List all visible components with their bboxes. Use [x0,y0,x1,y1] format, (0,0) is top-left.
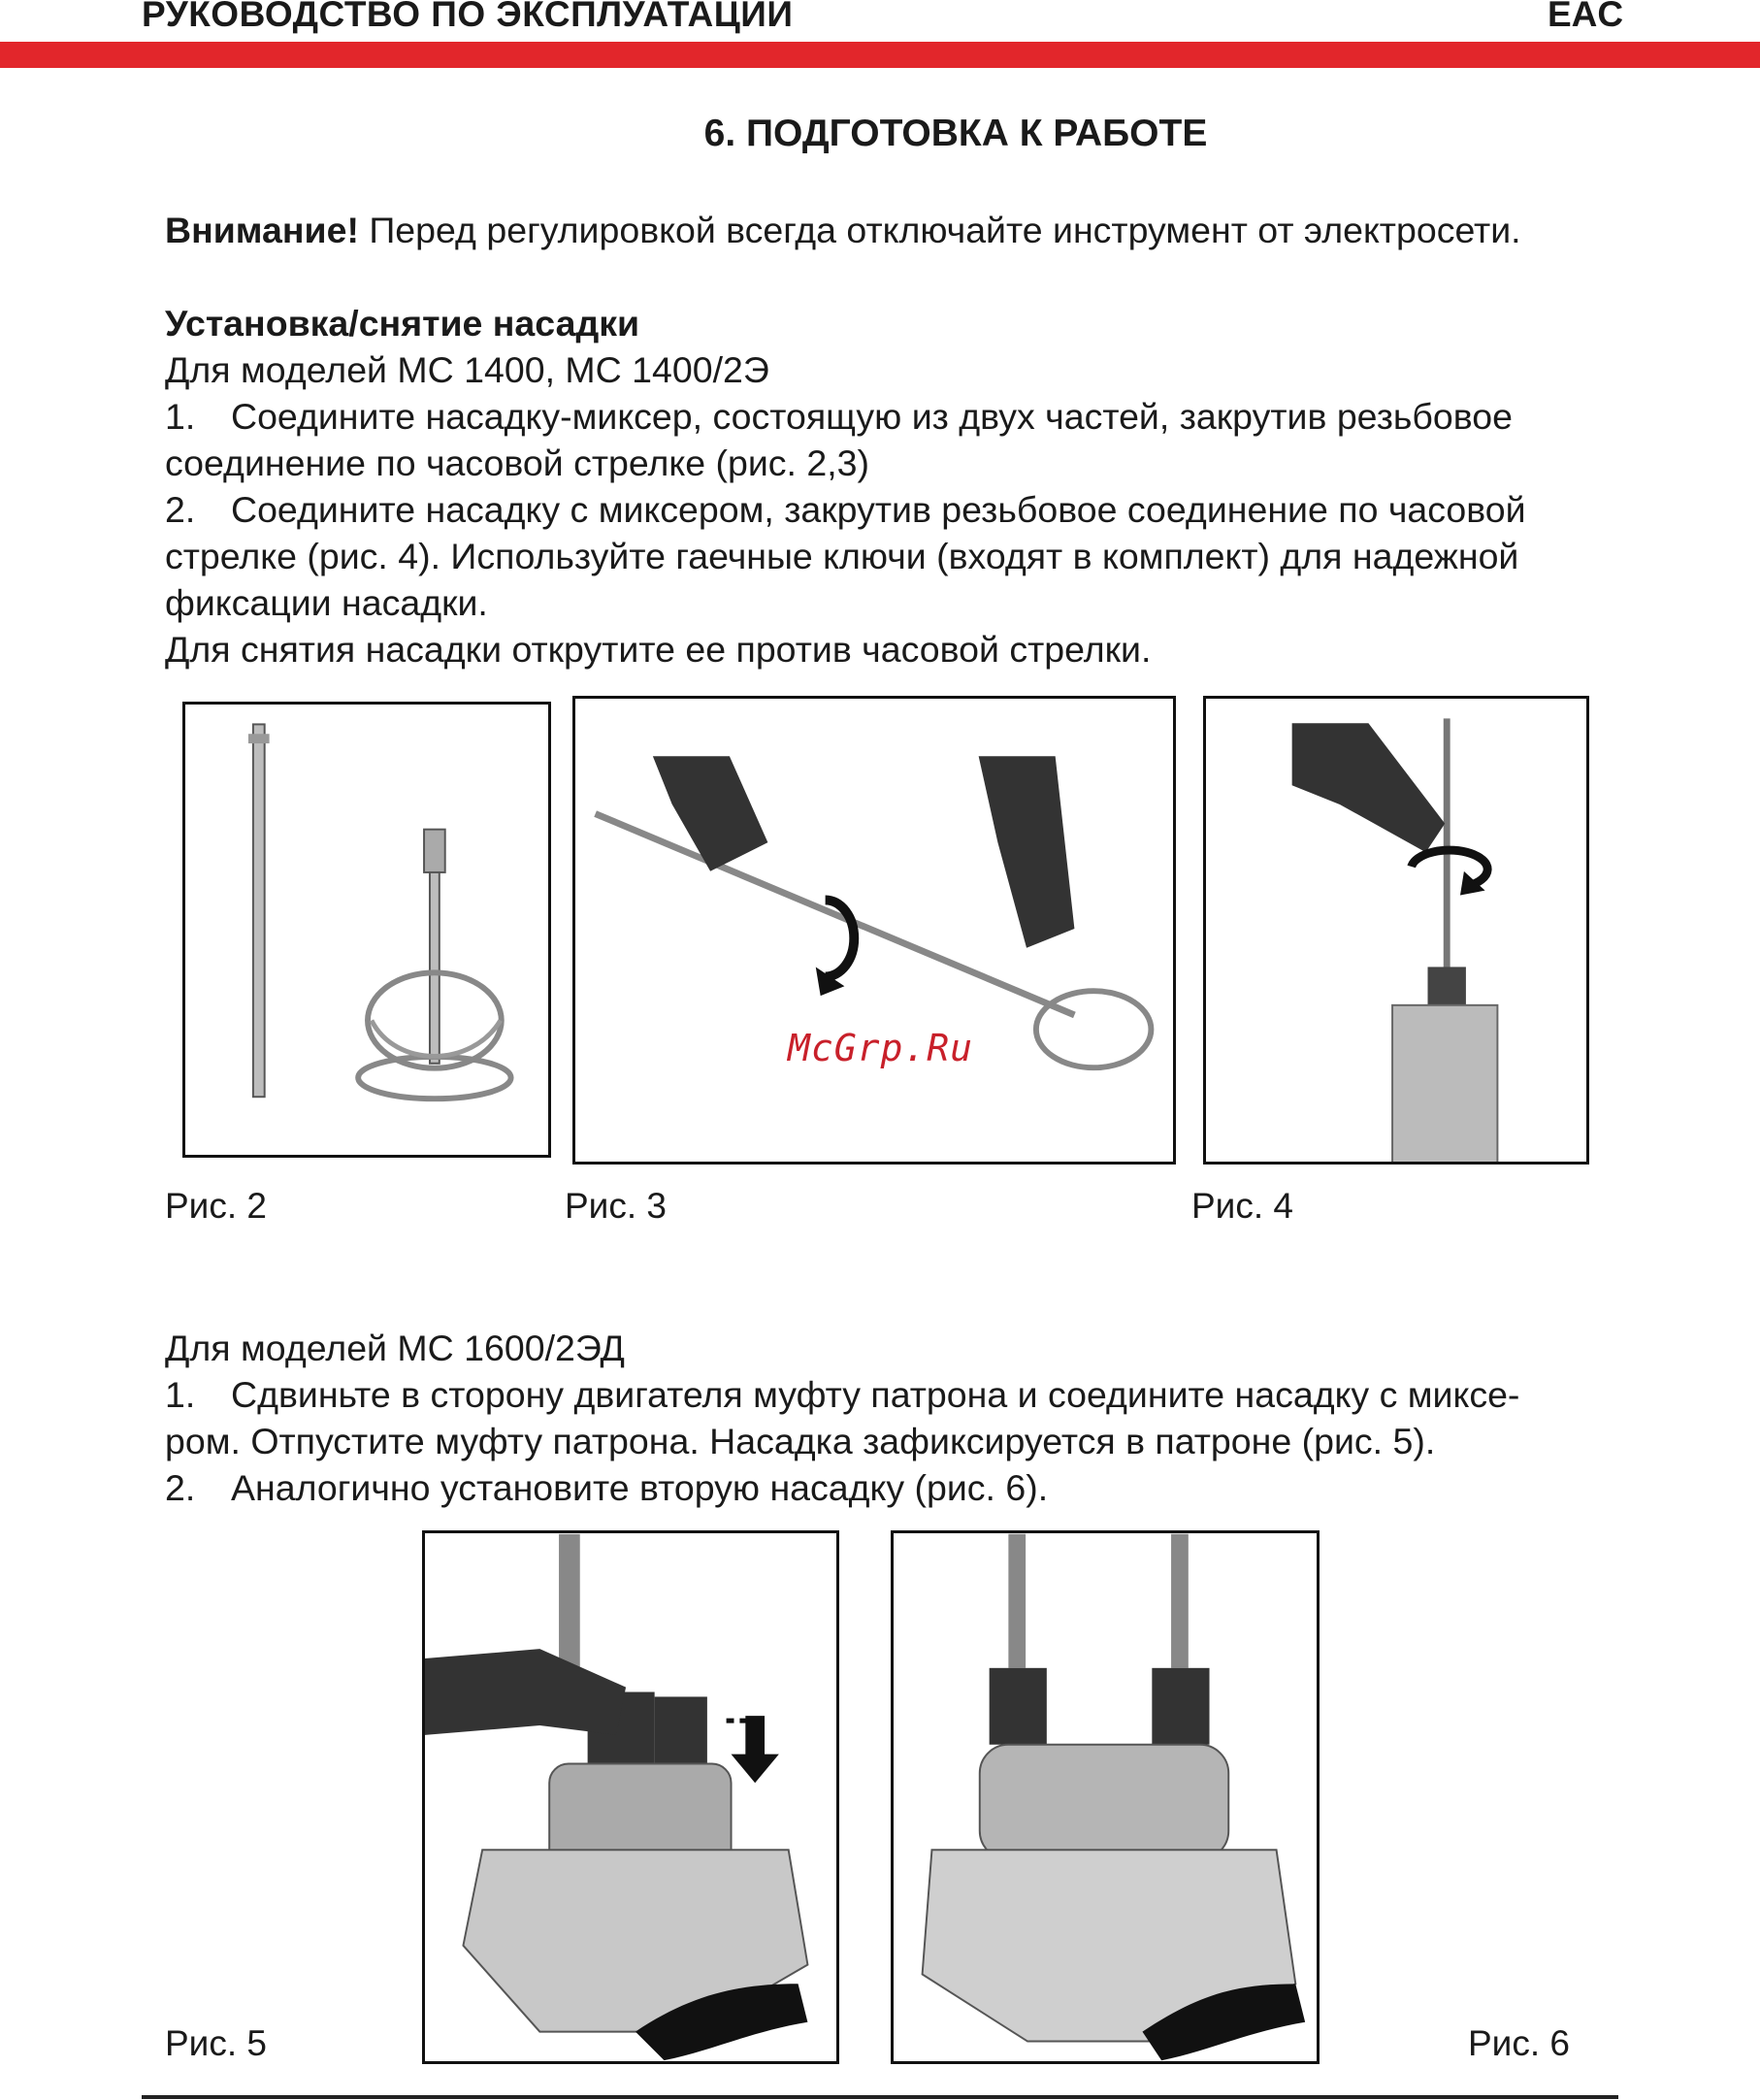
figure-6-image [891,1530,1320,2064]
warning-label: Внимание! [165,210,359,250]
mixer-paddle-parts-illustration [185,705,548,1155]
bottom-rule [142,2095,1618,2099]
figure-2-image [182,702,551,1158]
step1-line2: соединение по часовой стрелке (рис. 2,3) [165,443,869,483]
b-step1-line1 [165,1371,1519,1418]
models-a: Для моделей MC 1400, MC 1400/2Э [165,349,769,390]
figure-4-image [1203,696,1589,1165]
section-title: 6. ПОДГОТОВКА К РАБОТЕ [703,113,1208,154]
warning-text: Перед регулировкой всегда отключайте инструмент от электросети. [358,210,1521,250]
models-b: Для моделей MC 1600/2ЭД [165,1328,625,1368]
inserting-paddle-into-chuck-illustration [425,1533,836,2061]
figure-5-caption: Рис. 5 [165,2023,267,2063]
figure-6-caption: Рис. 6 [1468,2023,1570,2063]
step2-number: 2. [165,489,196,530]
figure-3-image [572,696,1176,1165]
step2-text: Соедините насадку с миксером, закрутив резьбовое соединение по часовой [231,489,1526,530]
step2-line2: стрелке (рис. 4). Используйте гаечные ключи (входят в комплект) для надежной [165,536,1519,576]
watermark: McGrp.Ru [788,1027,974,1069]
b-step1-number: 1. [165,1374,196,1415]
step1-line1 [165,393,1513,440]
b-step1-text: Сдвиньте в сторону двигателя муфту патрона и соедините насадку с миксе- [231,1374,1520,1415]
figure-4-caption: Рис. 4 [1191,1186,1293,1226]
step1-text: Соедините насадку-миксер, состоящую из двух частей, закрутив резьбовое [231,396,1513,437]
figure-3-caption: Рис. 3 [565,1186,667,1226]
header-red-bar [0,42,1760,68]
eac-mark: EAC [1548,0,1624,34]
figure-2-caption: Рис. 2 [165,1186,267,1226]
install-heading: Установка/снятие насадки [165,303,640,344]
b-step2-line1 [165,1464,1048,1511]
step2-line3: фиксации насадки. [165,582,488,623]
two-paddles-installed-illustration [894,1533,1317,2061]
step1-number: 1. [165,396,196,437]
b-step2-number: 2. [165,1467,196,1508]
header-title: РУКОВОДСТВО ПО ЭКСПЛУАТАЦИИ [142,0,794,34]
removal-note: Для снятия насадки открутите ее против часовой стрелки. [165,629,1152,670]
warning-paragraph [165,207,1521,253]
figure-5-image [422,1530,839,2064]
attaching-to-mixer-illustration [1206,699,1586,1162]
b-step1-line2: ром. Отпустите муфту патрона. Насадка зафиксируется в патроне (рис. 5). [165,1421,1436,1461]
assembling-paddle-illustration [575,699,1173,1162]
step2-line1 [165,486,1526,533]
b-step2-text: Аналогично установите вторую насадку (рис. 6). [231,1467,1049,1508]
